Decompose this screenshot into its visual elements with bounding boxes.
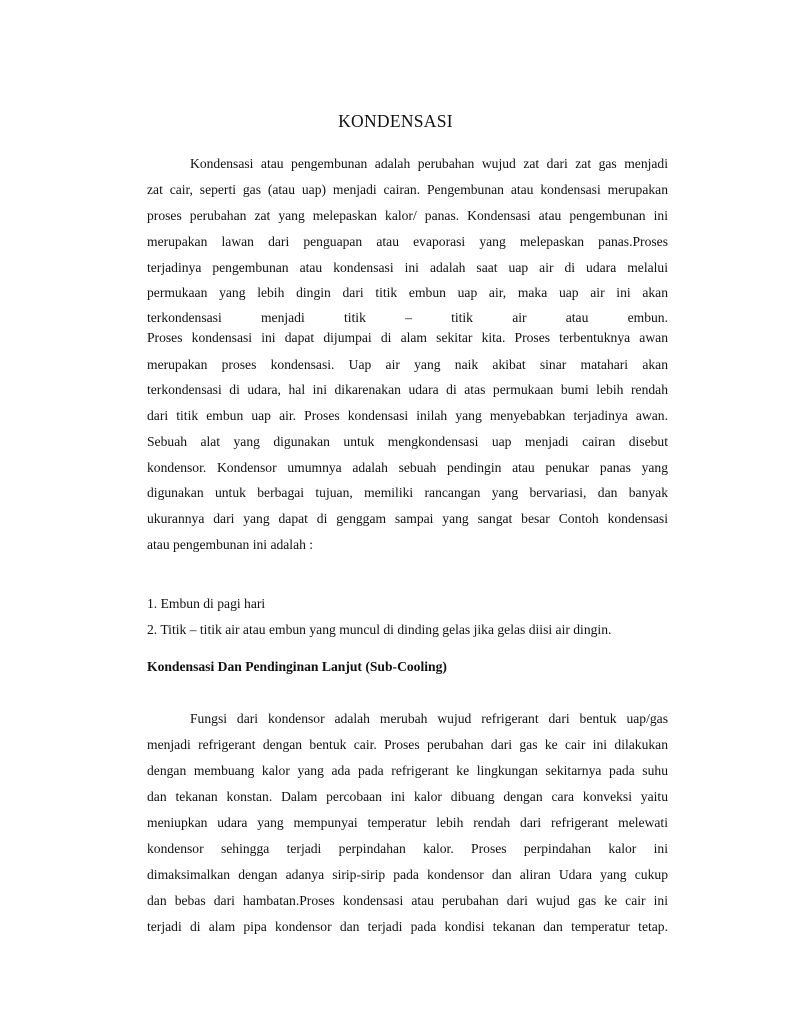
section-heading: Kondensasi Dan Pendinginan Lanjut (Sub-Cooling) [147, 659, 447, 674]
paragraph-line: ukurannya dari yang dapat di genggam sampai yang sangat besar Contoh kondensasi [147, 511, 668, 526]
paragraph-line: menjadi refrigerant dengan bentuk cair. Proses perubahan dari gas ke cair ini dilakukan [147, 737, 668, 752]
paragraph-line: kondensor sehingga terjadi perpindahan kalor. Proses perpindahan kalor ini [147, 841, 668, 856]
list-item: 2. Titik – titik air atau embun yang muncul di dinding gelas jika gelas diisi air dingin. [147, 622, 612, 637]
list-item: 1. Embun di pagi hari [147, 596, 266, 611]
paragraph-line: dari titik embun uap air. Proses kondensasi inilah yang menyebabkan terjadinya awan. [147, 408, 668, 423]
paragraph-line: Fungsi dari kondensor adalah merubah wujud refrigerant dari bentuk uap/gas [190, 711, 668, 726]
paragraph-line: Kondensasi atau pengembunan adalah perubahan wujud zat dari zat gas menjadi [190, 156, 668, 171]
paragraph-line: Proses kondensasi ini dapat dijumpai di alam sekitar kita. Proses terbentuknya awan [147, 330, 668, 345]
paragraph-line: terkondensasi menjadi titik – titik air atau embun. [147, 310, 668, 325]
paragraph-line: proses perubahan zat yang melepaskan kalor/ panas. Kondensasi atau pengembunan ini [147, 208, 668, 223]
paragraph-line: digunakan untuk berbagai tujuan, memiliki rancangan yang bervariasi, dan banyak [147, 485, 668, 500]
paragraph-line: dan tekanan konstan. Dalam percobaan ini kalor dibuang dengan cara konveksi yaitu [147, 789, 668, 804]
paragraph-line: terjadi di alam pipa kondensor dan terjadi pada kondisi tekanan dan temperatur tetap. [147, 919, 668, 934]
paragraph-line: dan bebas dari hambatan.Proses kondensasi atau perubahan dari wujud gas ke cair ini [147, 893, 668, 908]
paragraph-line: Sebuah alat yang digunakan untuk mengkondensasi uap menjadi cairan disebut [147, 434, 668, 449]
paragraph-line: merupakan lawan dari penguapan atau evaporasi yang melepaskan panas.Proses [147, 234, 668, 249]
paragraph-line: permukaan yang lebih dingin dari titik embun uap air, maka uap air ini akan [147, 285, 668, 300]
paragraph-line: terkondensasi di udara, hal ini dikarenakan udara di atas permukaan bumi lebih rendah [147, 382, 668, 397]
paragraph-line: terjadinya pengembunan atau kondensasi ini adalah saat uap air di udara melalui [147, 260, 668, 275]
paragraph-line: merupakan proses kondensasi. Uap air yang naik akibat sinar matahari akan [147, 357, 668, 372]
paragraph-line: dimaksimalkan dengan adanya sirip-sirip pada kondensor dan aliran Udara yang cukup [147, 867, 668, 882]
paragraph-line: kondensor. Kondensor umumnya adalah sebuah pendingin atau penukar panas yang [147, 460, 668, 475]
document-title: KONDENSASI [338, 111, 453, 131]
paragraph-line: meniupkan udara yang mempunyai temperatur lebih rendah dari refrigerant melewati [147, 815, 668, 830]
paragraph-line: atau pengembunan ini adalah : [147, 537, 314, 552]
paragraph-line: zat cair, seperti gas (atau uap) menjadi cairan. Pengembunan atau kondensasi merupakan [147, 182, 668, 197]
paragraph-line: dengan membuang kalor yang ada pada refrigerant ke lingkungan sekitarnya pada suhu [147, 763, 668, 778]
